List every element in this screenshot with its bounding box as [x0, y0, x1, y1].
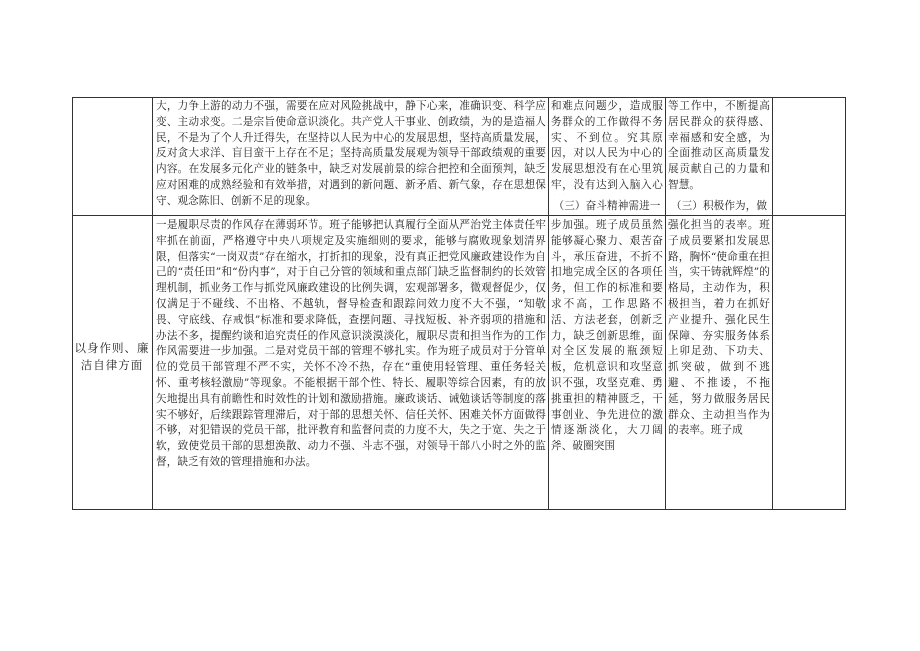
row2-cause-text: 步加强。班子成员虽然能够凝心聚力、艰苦奋斗，承压奋进，不折不扣地完成全区的各项任务，但工作的标准和要求不高，工作思路不活、方法老套，创新乏力，缺乏创新思维，面对全区发展的瓶颈短板，危机意识和攻坚意识不强，攻坚克难、勇挑重担的精神匮乏，干事创业、争先进位的激情逐渐淡化，大刀阔斧、破圈突围 — [551, 219, 663, 453]
table-col-divider-1 — [152, 97, 153, 510]
row1-measure-text: 等工作中，不断提高居民群众的获得感、幸福感和安全感，为全面推动区高质量发展贡献自己的力量和智慧。 — [668, 100, 770, 191]
row2-problem-text: 一是履职尽责的作风存在薄弱环节。班子能够把认真履行全面从严治党主体责任牢牢抓在前面，严格遵守中央八项规定及实施细则的要求，能够与腐败现象划清界限，但落实“一岗双责”存在缩水，打折扣的现象，没有真正把党风廉政建设作为自己的“责任田”和“份内事”，对于自己分管的领域和重点部门缺乏监督制约的长效管理机制，抓业务工作与抓党风廉政建设的比例失调，宏观部署多，微观督促少，仅仅满足于不碰线、不出格、不越轨，督导检查和跟踪问效力度不大不强，“知敬畏、守底线、存戒惧”标准和要求降低，查摆问题、寻找短板、补齐弱项的措施和办法不多，提醒约谈和追究责任的作风意识淡漠淡化，履职尽责和担当作为的工作作风需要进一步加强。二是对党员干部的管理不够扎实。作为班子成员对于分管单位的党员干部管理不严不实，关怀不冷不热，存在“重使用轻管理、重任务轻关怀、重考核轻激励”等现象。不能根据干部个性、特长、履职等综合因素，有的放矢地提出具有前瞻性和时效性的计划和激励措施。廉政谈话、诫勉谈话等制度的落实不够好，后续跟踪管理滞后，对于部的思想关怀、信任关怀、困难关怀方面做得不够，对犯错误的党员干部，批评教育和监督问责的力度不大，失之于宽、失之于软，致使党员干部的思想涣散、动力不强、斗志不强，对领导干部八小时之外的监督，缺乏有效的管理措施和办法。 — [156, 219, 546, 468]
row1-remark-cell — [773, 98, 845, 215]
row2-category-label: 以身作则、廉洁自律方面 — [74, 341, 150, 372]
table-col-divider-3 — [665, 97, 666, 510]
table-border-right — [845, 97, 846, 510]
row1-cause-footer: （三）奋斗精神需进一 — [553, 200, 661, 212]
table-col-divider-2 — [548, 97, 549, 510]
row2-measure-text: 强化担当的表率。班子成员要紧扣发展思路，胸怀“使命重在担当，实干铸就辉煌”的格局，主动作为，积极担当，着力在抓好产业提升、强化民生保障、夯实服务体系上卯足劲、下功夫、抓突破，做到不逃避、不推诿，不拖延，努力做服务居民群众、主动担当作为的表率。班子成 — [668, 219, 770, 437]
row1-problem-text: 大，力争上游的动力不强，需要在应对风险挑战中，静下心来，准确识变、科学应变、主动求变。二是宗旨使命意识淡化。共产党人干事业、创政绩，为的是造福人民，不是为了个人升迁得失，在坚持以人民为中心的发展思想，坚持高质量发展，反对贪大求洋、盲目蛮干上存在不足；坚持高质量发展观为领导干部政绩观的重要内容。在发展多元化产业的链条中，缺乏对发展前景的综合把控和全面预判，缺乏应对困难的成熟经验和有效举措，对遇到的新问题、新矛盾、新气象，存在思想保守、观念陈旧、创新不足的现象。 — [156, 100, 546, 207]
table-border-top — [72, 97, 846, 98]
row1-measure-footer: （三）积极作为，做 — [670, 200, 768, 212]
document-table — [72, 97, 846, 509]
row1-label-cell — [73, 98, 152, 215]
table-border-bottom — [72, 509, 846, 510]
row2-remark-cell — [773, 216, 845, 509]
table-row-divider — [72, 215, 846, 216]
row1-cause-text: 和难点问题少，造成服务群众的工作做得不务实、不到位。究其原因，对以人民为中心的发展思想没有在心里筑牢，没有达到入脑入心 — [551, 100, 663, 191]
